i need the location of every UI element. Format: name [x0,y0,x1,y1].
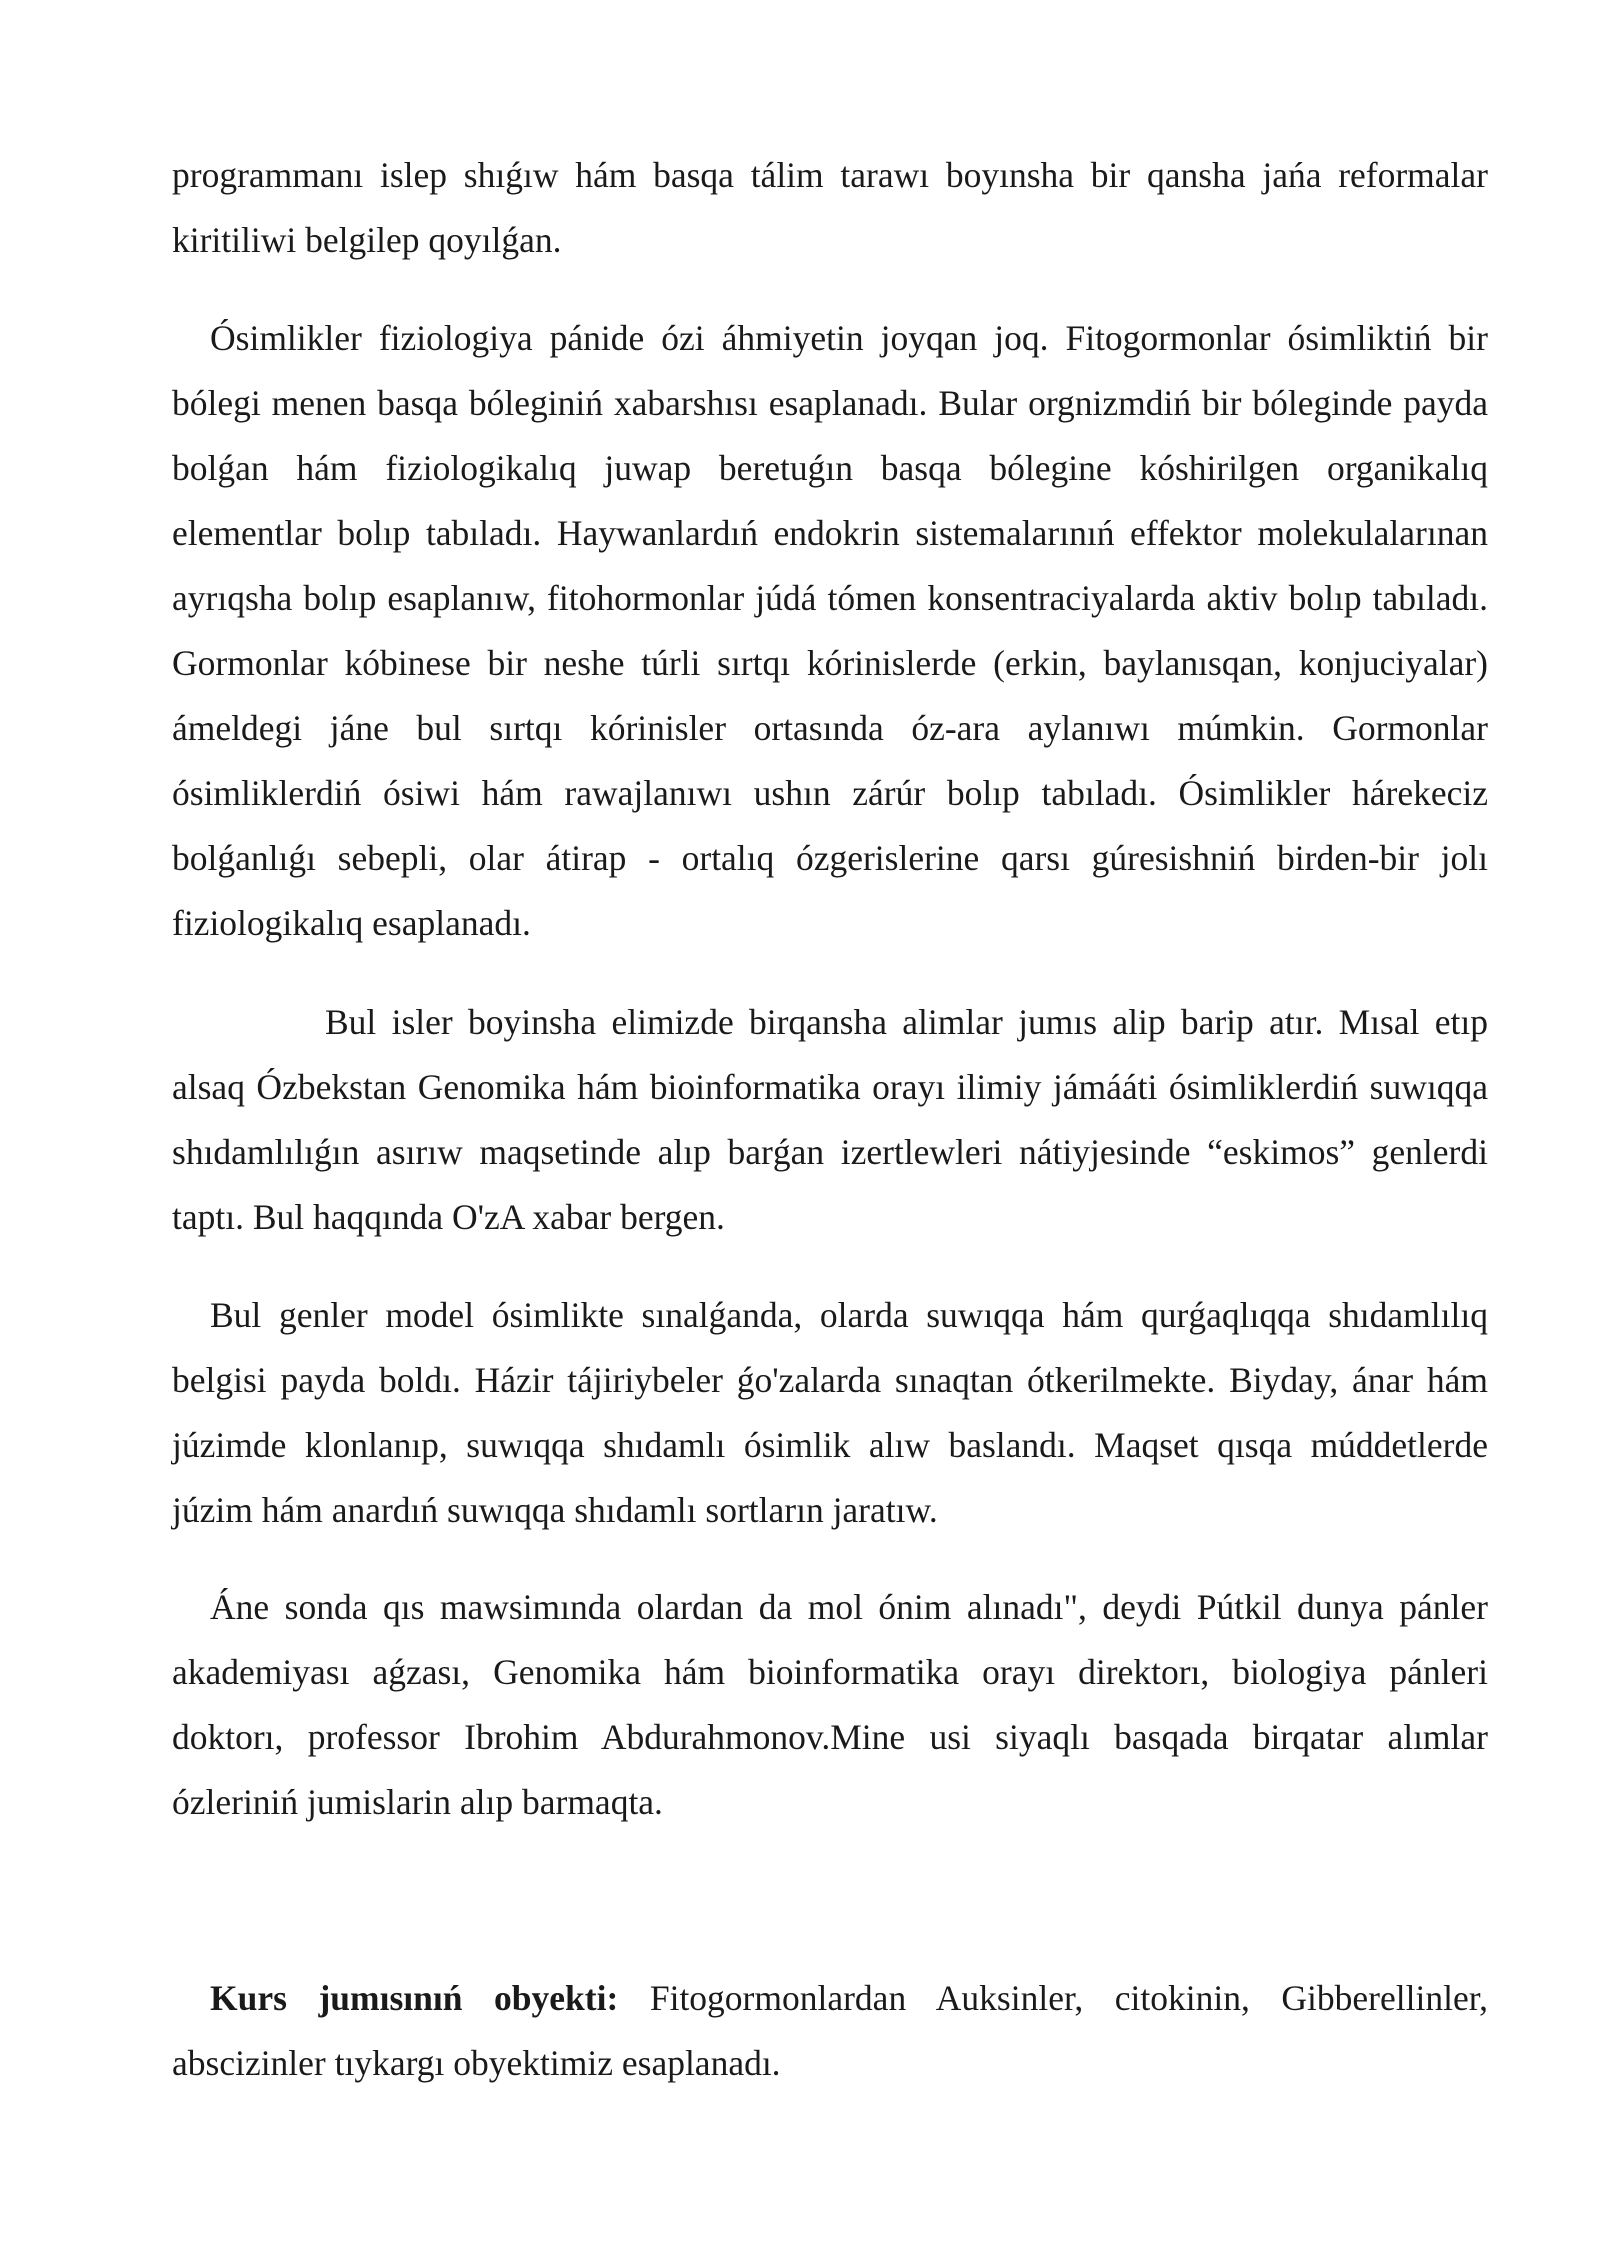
paragraph-quote-attribution: Áne sonda qıs mawsimında olardan da mol ónim alınadı", deydi Pútkil dunya pánler akademiyası aǵzası, Genomika hám bioinformatika orayı direktorı, biologiya pánleri doktorı, professor Ibrohim Abdurahmonov.Mine usi siyaqlı basqada birqatar alımlar ózleriniń jumislarin alıp barmaqta. [172,1587,1488,1822]
course-object-heading: Kurs jumısınıń obyekti: [210,1978,619,2018]
paragraph-genomics-research: Bul isler boyinsha elimizde birqansha alimlar jumıs alip barip atır. Mısal etıp alsaq Ózbekstan Genomika hám bioinformatika orayı ilimiy jámááti ósimliklerdiń suwıqqa shıdamlılıǵın asırıw maqsetinde alıp barǵan izertlewleri nátiyjesinde “eskimos” genlerdi taptı. Bul haqqında O'zA xabar bergen. [172,1002,1488,1237]
paragraph-phytohormones: Ósimlikler fiziologiya pánide ózi áhmiyetin joyqan joq. Fitogormonlar ósimliktiń bir bólegi menen basqa bóleginiń xabarshısı esaplanadı. Bular orgnizmdiń bir bóleginde payda bolǵan hám fiziologikalıq juwap beretuǵın basqa bólegine kóshirilgen organikalıq elementlar bolıp tabıladı. Haywanlardıń endokrin sistemalarınıń effektor molekulalarınan ayrıqsha bolıp esaplanıw, fitohormonlar júdá tómen konsentraciyalarda aktiv bolıp tabıladı. Gormonlar kóbinese bir neshe túrli sırtqı kórinislerde (erkin, baylanısqan, konjuciyalar) ámeldegi jáne bul sırtqı kórinisler ortasında óz-ara aylanıwı múmkin. Gormonlar ósimliklerdiń ósiwi hám rawajlanıwı ushın zárúr bolıp tabıladı. Ósimlikler hárekeciz bolǵanlıǵı sebepli, olar átirap - ortalıq ózgerislerine qarsı gúresishniń birden-bir jolı fiziologikalıq esaplanadı. [172,318,1488,943]
paragraph-intro-continuation: programmanı islep shıǵıw hám basqa tálim tarawı boyınsha bir qansha jańa reformalar kiritiliwi belgilep qoyılǵan. [172,155,1488,260]
paragraph-cold-resistance: Bul genler model ósimlikte sınalǵanda, olarda suwıqqa hám qurǵaqlıqqa shıdamlılıq belgisi payda boldı. Házir tájiriybeler ǵo'zalarda sınaqtan ótkerilmekte. Biyday, ánar hám júzimde klonlanıp, suwıqqa shıdamlı ósimlik alıw baslandı. Maqset qısqa múddetlerde júzim hám anardıń suwıqqa shıdamlı sortların jaratıw. [172,1295,1488,1530]
course-object-text: Fitogormonlardan Auksinler, citokinin, Gibberellinler, abscizinler tıykargı obyektimiz esaplanadı. [172,1978,1488,2083]
paragraph-course-object [172,1966,1488,2096]
